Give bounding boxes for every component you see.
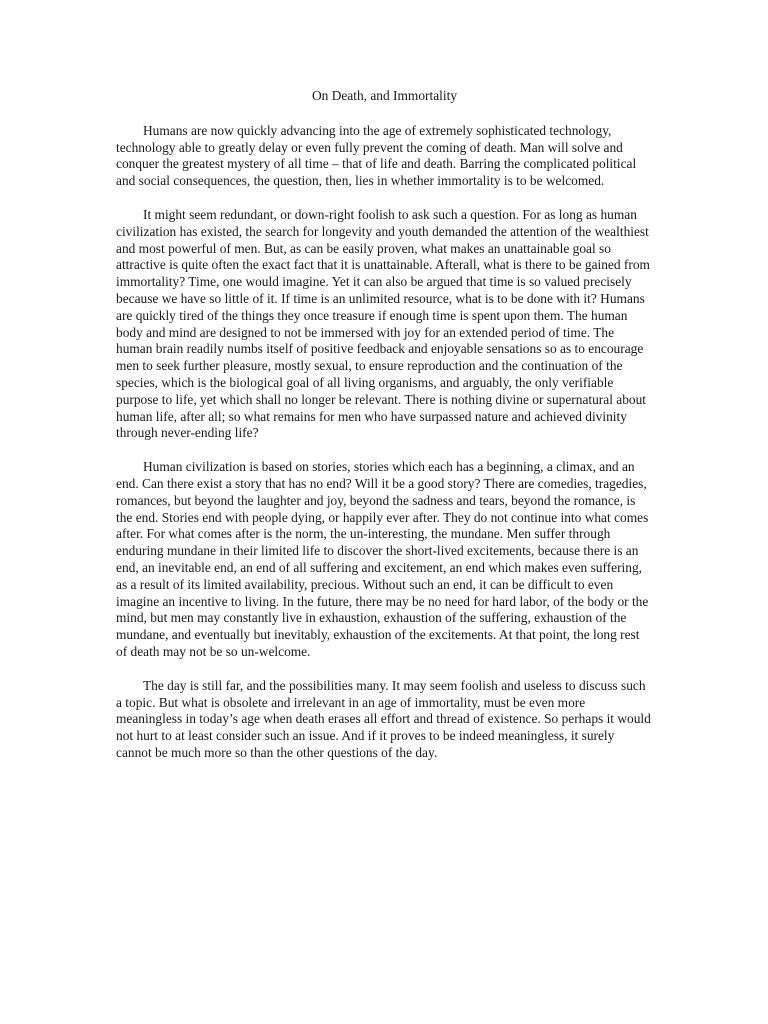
paragraph-3: Human civilization is based on stories, stories which each has a beginning, a climax, and an end. Can there exist a story that has no end? Will it be a good story? There are comedies, tragedies, romances, but beyond the laughter and joy, beyond the sadness and tears, beyond the romance, is the end. Stories end with people dying, or happily ever after. They do not continue into what comes after. For what comes after is the norm, the un-interesting, the mundane. Men suffer through enduring mundane in their limited life to discover the short-lived excitements, because there is an end, an inevitable end, an end of all suffering and excitement, an end which makes even suffering, as a result of its limited availability, precious. Without such an end, it can be difficult to even imagine an incentive to living. In the future, there may be no need for hard labor, of the body or the mind, but men may constantly live in exhaustion, exhaustion of the suffering, exhaustion of the mundane, and eventually but inevitably, exhaustion of the excitements. At that point, the long rest of death may not be so un-welcome. — [116, 459, 649, 659]
paragraph-4: The day is still far, and the possibilities many. It may seem foolish and useless to discuss such a topic. But what is obsolete and irrelevant in an age of immortality, must be even more meaningless in today’s age when death erases all effort and thread of existence. So perhaps it would not hurt to at least consider such an issue. And if it proves to be indeed meaningless, it surely cannot be much more so than the other questions of the day. — [116, 677, 651, 760]
document-body — [116, 88, 653, 779]
paragraph-1: Humans are now quickly advancing into the age of extremely sophisticated technology, technology able to greatly delay or even fully prevent the coming of death. Man will solve and conquer the greatest mystery of all time – that of life and death. Barring the complicated political and social consequences, the question, then, lies in whether immortality is to be welcomed. — [116, 122, 637, 189]
document-title: On Death, and Immortality — [311, 88, 458, 103]
paragraph-2: It might seem redundant, or down-right foolish to ask such a question. For as long as human civilization has existed, the search for longevity and youth demanded the attention of the wealthiest and most powerful of men. But, as can be easily proven, what makes an unattainable goal so attractive is quite often the exact fact that it is unattainable. Afterall, what is there to be gained from immortality? Time, one would imagine. Yet it can also be argued that time is so valued precisely because we have so little of it. If time is an unlimited resource, what is to be done with it? Humans are quickly tired of the things they once treasure if enough time is spent upon them. The human body and mind are designed to not be immersed with joy for an extended period of time. The human brain readily numbs itself of positive feedback and enjoyable sensations so as to encourage men to seek further pleasure, mostly sexual, to ensure reproduction and the continuation of the species, which is the biological goal of all living organisms, and arguably, the only verifiable purpose to life, yet which shall no longer be relevant. There is nothing divine or supernatural about human life, after all; so what remains for men who have surpassed nature and achieved divinity through never-ending life? — [116, 206, 650, 441]
